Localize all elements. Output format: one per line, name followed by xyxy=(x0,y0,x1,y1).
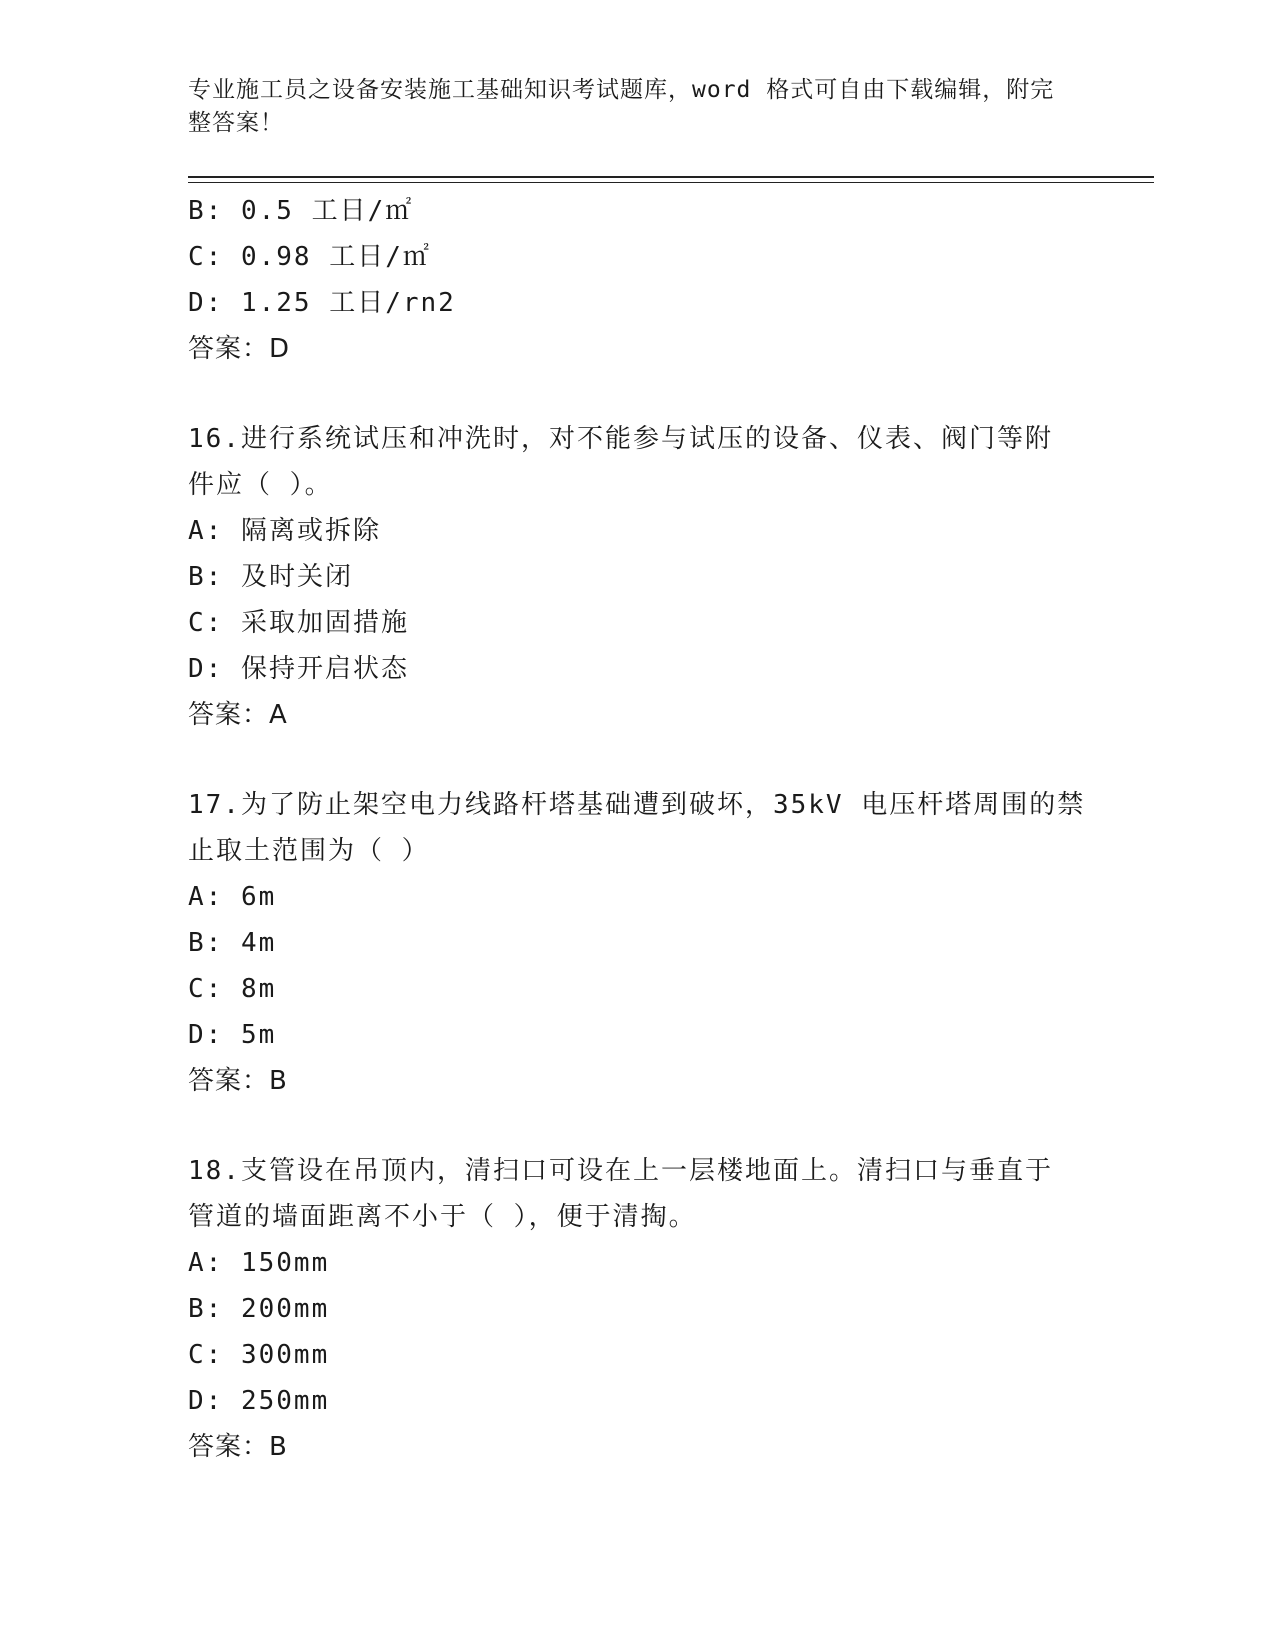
question-block-17 xyxy=(188,782,1088,1104)
question-stem-line-2: 管道的墙面距离不小于（ ），便于清掏。 xyxy=(188,1202,697,1232)
header-divider-thick xyxy=(188,176,1154,178)
option-c: C: 8m xyxy=(188,974,277,1004)
option-a: A: 隔离或拆除 xyxy=(188,516,381,546)
spacer xyxy=(188,372,1088,416)
option-c: C: 300mm xyxy=(188,1340,330,1370)
question-block-16 xyxy=(188,416,1088,738)
question-block-15 xyxy=(188,188,1088,372)
option-a: A: 6m xyxy=(188,882,277,912)
option-b: B: 0.5 工日/㎡ xyxy=(188,196,414,226)
option-c: C: 0.98 工日/㎡ xyxy=(188,242,431,272)
spacer xyxy=(188,1104,1088,1148)
header-divider-thin xyxy=(188,182,1154,183)
option-d: D: 250mm xyxy=(188,1386,330,1416)
question-stem-line-1: 17.为了防止架空电力线路杆塔基础遭到破坏，35kV 电压杆塔周围的禁 xyxy=(188,790,1086,820)
question-stem-line-1: 16.进行系统试压和冲洗时，对不能参与试压的设备、仪表、阀门等附 xyxy=(188,424,1053,454)
option-b: B: 4m xyxy=(188,928,277,958)
option-a: A: 150mm xyxy=(188,1248,330,1278)
answer-label: 答案：B xyxy=(188,1066,288,1096)
answer-label: 答案：D xyxy=(188,334,291,364)
question-stem-line-2: 件应（ ）。 xyxy=(188,470,333,500)
option-b: B: 及时关闭 xyxy=(188,562,353,592)
answer-label: 答案：B xyxy=(188,1432,288,1462)
option-d: D: 1.25 工日/rn2 xyxy=(188,288,456,318)
question-stem-line-1: 18.支管设在吊顶内，清扫口可设在上一层楼地面上。清扫口与垂直于 xyxy=(188,1156,1053,1186)
answer-label: 答案：A xyxy=(188,700,288,730)
header-title-line-2: 整答案！ xyxy=(188,110,284,136)
header-title-line-1: 专业施工员之设备安装施工基础知识考试题库，word 格式可自由下载编辑，附完 xyxy=(188,77,1055,103)
option-d: D: 保持开启状态 xyxy=(188,654,409,684)
option-d: D: 5m xyxy=(188,1020,277,1050)
question-list xyxy=(188,188,1088,1470)
document-header xyxy=(188,74,1068,140)
option-b: B: 200mm xyxy=(188,1294,330,1324)
question-block-18 xyxy=(188,1148,1088,1470)
question-stem-line-2: 止取土范围为（ ） xyxy=(188,836,430,866)
spacer xyxy=(188,738,1088,782)
option-c: C: 采取加固措施 xyxy=(188,608,409,638)
